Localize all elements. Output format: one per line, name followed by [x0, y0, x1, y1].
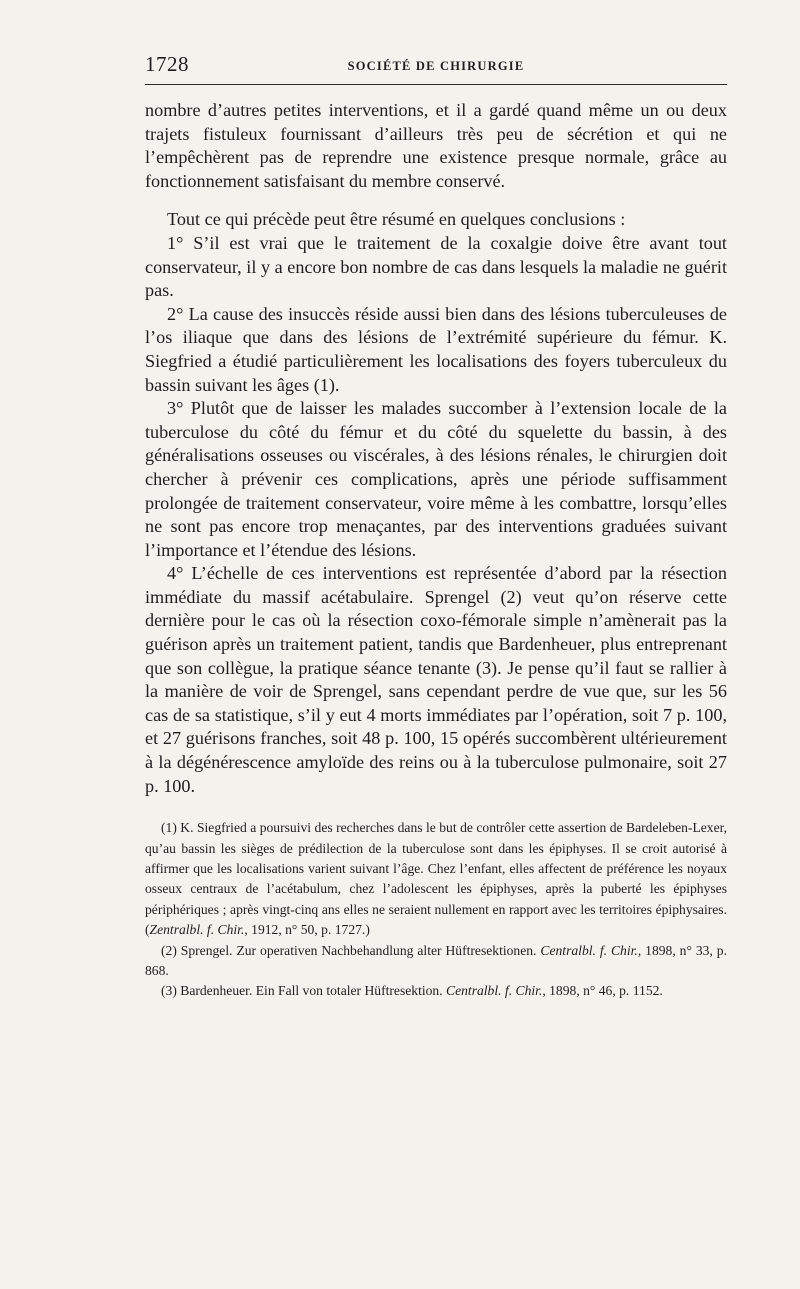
paragraph-conclusion-4: 4° L’échelle de ces interventions est représentée d’abord par la résection immédiate du massif acétabulaire. Sprengel (2) veut qu’on réserve cette dernière pour le cas où la résection coxo-fémorale simple n’amènerait pas la guérison après un traitement patient, tandis que Bardenheuer, plus entreprenant que son collègue, la pratique séance tenante (3). Je pense qu’il faut se rallier à la manière de voir de Sprengel, sans cependant perdre de vue que, sur les 56 cas de sa statistique, s’il y eut 4 morts immédiates par l’opération, soit 7 p. 100, et 27 guérisons franches, soit 48 p. 100, 15 opérés succombèrent ultérieurement à la dégénérescence amyloïde des reins ou à la tuberculose pulmonaire, soit 27 p. 100.: [145, 563, 727, 796]
footnote-tail: , 1898, n° 46, p. 1152.: [542, 983, 663, 999]
footnote-text: (2) Sprengel. Zur operativen Nachbehandlung alter Hüftresektionen.: [161, 942, 541, 958]
paragraph-continuation: nombre d’autres petites interventions, et il a gardé quand même un ou deux trajets fistuleux fournissant d’ailleurs très peu de sécrétion et qui ne l’empêchèrent pas de reprendre une existence presque normale, grâce au fonctionnement satisfaisant du membre conservé.: [145, 100, 727, 191]
page-number: 1728: [145, 52, 189, 76]
footnotes: [145, 818, 727, 1002]
paragraph-conclusion-3: 3° Plutôt que de laisser les malades succomber à l’extension locale de la tuberculose du côté du fémur et du côté du squelette du bassin, à des généralisations osseuses ou viscérales, à des lésions rénales, le chirurgien doit chercher à prévenir ces complications, après une période suffisamment prolongée de traitement conservateur, voire même à les combattre, lorsqu’elles ne sont pas encore trop menaçantes, par des interventions graduées suivant l’importance et l’étendue des lésions.: [145, 398, 727, 560]
page-header: [145, 50, 727, 85]
paragraph-conclusions-intro: Tout ce qui précède peut être résumé en quelques conclusions :: [167, 209, 626, 230]
footnote-1: [145, 818, 727, 940]
document-page: [145, 50, 727, 1002]
paragraph-conclusion-2: 2° La cause des insuccès réside aussi bien dans des lésions tuberculeuses de l’os iliaque que dans des lésions de l’extrémité supérieure du fémur. K. Siegfried a étudié particulièrement les localisations des foyers tuberculeux du bassin suivant les âges (1).: [145, 303, 727, 395]
footnote-text: (3) Bardenheuer. Ein Fall von totaler Hüftresektion.: [161, 983, 447, 999]
body-text: [145, 99, 727, 798]
paragraph-conclusion-1: 1° S’il est vrai que le traitement de la coxalgie doive être avant tout conservateur, il y a encore bon nombre de cas dans lesquels la maladie ne guérit pas.: [145, 232, 727, 301]
footnote-text: (1) K. Siegfried a poursuivi des recherches dans le but de contrôler cette assertion de Bardeleben-Lexer, qu’au bassin les sièges de prédilection de la tuberculose sont dans les épiphyses. Il se croit autorisé à affirmer que les localisations varient suivant l’âge. Chez l’enfant, elles affectent de préférence les noyaux osseux centraux de l’acétabulum, chez l’adolescent les épiphyses, après la puberté les épiphyses périphériques ; après vingt-cinq ans elles ne seraient nullement en rapport avec les territoires épiphysaires. (: [145, 820, 727, 938]
footnote-3: [145, 981, 727, 1001]
footnote-source: Centralbl. f. Chir.: [540, 942, 638, 958]
footnote-source: Zentralbl. f. Chir.: [149, 922, 245, 938]
footnote-tail: , 1912, n° 50, p. 1727.): [244, 922, 370, 938]
footnote-2: [145, 941, 727, 982]
footnote-source: Centralbl. f. Chir.: [446, 983, 543, 999]
running-head: SOCIÉTÉ DE CHIRURGIE: [347, 59, 525, 73]
footnote-tail: , 1898, n° 33, p. 868.: [145, 942, 727, 979]
